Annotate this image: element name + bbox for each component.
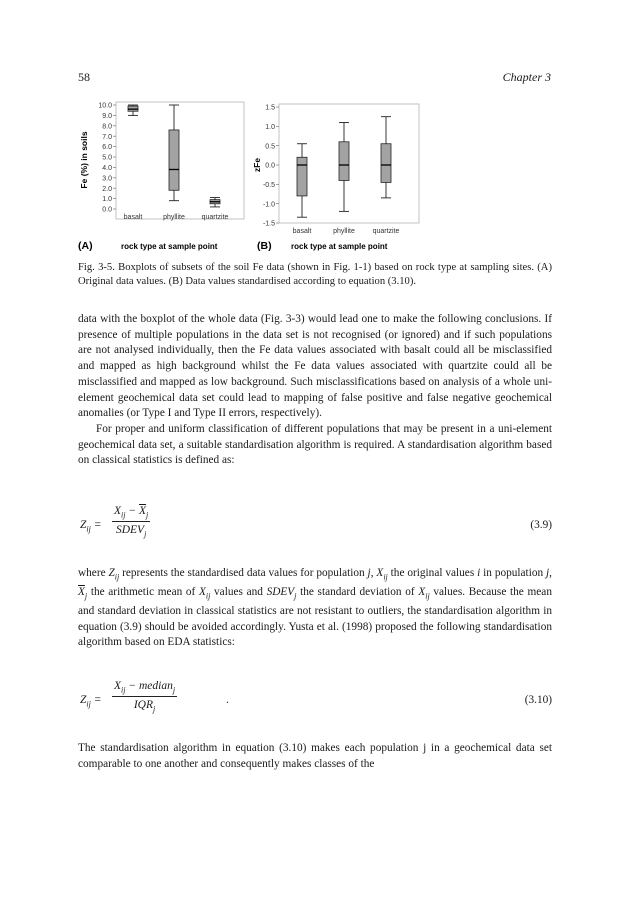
- panel-a-ylabel: Fe (%) in soils: [79, 131, 89, 189]
- a-ytick-label: 10.0: [98, 102, 112, 110]
- equation-number-3-9: (3.9): [530, 519, 552, 531]
- iqr-box: [169, 130, 179, 190]
- b-ytick-label: 0.0: [265, 162, 275, 170]
- panel-b-xlabel: rock type at sample point: [291, 242, 388, 251]
- a-xtick-label: basalt: [123, 214, 143, 221]
- equation-period: .: [226, 694, 229, 706]
- b-ytick-label: -1.5: [262, 220, 275, 228]
- paragraph-3: where $Z_{ij}$ represents the standardised data values for population j, $X_{ij}$ the original values i in population j, $\overline{X}_j$ the arithmetic mean of $X_{ij}$ values and $SDEV_j$ the standard deviation of $X_{ij}$ values. Because the mean and standard deviation in classical statistics are not resistant to outliers, the standardisation algorithm in equation (3.9) should be avoided accordingly. Yusta et al. (1998) proposed the following standardisation algorithm based on EDA statistics:: [78, 567, 552, 649]
- a-xtick-label: quartzite: [201, 214, 229, 221]
- iqr-box: [339, 142, 349, 181]
- chapter-label: Chapter 3: [502, 70, 551, 84]
- a-ytick-label: 9.0: [102, 113, 112, 120]
- a-ytick-label: 6.0: [102, 144, 112, 152]
- paragraph-2: For proper and uniform classification of different populations that may be present in a uni-element geochemical data set, a suitable standardisation algorithm is required. A standardisation algorithm based on classical statistics is defined as:: [78, 422, 552, 467]
- figure-caption: Fig. 3-5. Boxplots of subsets of the soil Fe data (shown in Fig. 1-1) based on rock type at sampling sites. (A) Original data values. (B) Data values standardised according to equation (3.10).: [78, 262, 552, 287]
- panel-a-label: (A): [78, 240, 93, 252]
- b-ytick-label: -0.5: [262, 181, 275, 189]
- page-number: 58: [78, 70, 90, 84]
- panel-b-label: (B): [257, 240, 272, 252]
- boxplot-panel-b: [252, 98, 427, 256]
- panel-a-xlabel: rock type at sample point: [121, 242, 218, 251]
- boxplot-panel-a: [78, 98, 248, 256]
- a-ytick-label: 4.0: [102, 165, 112, 172]
- b-ytick-label: 1.5: [265, 104, 275, 112]
- equation-3-10: $Z_{ij}$ = $X_{ij}$ − median$_j$ $IQR_j$ . (3.10): [80, 680, 552, 714]
- a-ytick-label: 3.0: [102, 175, 112, 183]
- b-ytick-label: -1.0: [262, 201, 275, 209]
- b-ytick-label: 0.5: [265, 143, 275, 151]
- iqr-box: [381, 144, 391, 183]
- a-xtick-label: phyllite: [163, 214, 185, 221]
- b-ytick-label: 1.0: [265, 123, 275, 131]
- b-xtick-label: quartzite: [372, 228, 400, 235]
- body-text-upper: [78, 312, 552, 469]
- paragraph-1: data with the boxplot of the whole data (Fig. 3-3) would lead one to make the following conclusions. If presence of multiple populations in the data set is not recognised (or ignored) and if such populations are not analysed individually, then the Fe data values associated with basalt could all be misclassified and mapped as high background whilst the Fe data values associated with quartzite could all be misclassified and mapped as low background. Such misclassifications based on analysis of a whole uni-element geochemical data set could lead to mapping of false positive and false negative geochemical anomalies (or Type I and Type II errors, respectively).: [78, 313, 552, 420]
- b-xtick-label: phyllite: [333, 228, 355, 235]
- equation-number-3-10: (3.10): [524, 694, 552, 706]
- b-xtick-label: basalt: [292, 228, 312, 235]
- a-ytick-label: 0.0: [102, 206, 112, 214]
- a-ytick-label: 1.0: [102, 196, 112, 204]
- a-ytick-label: 5.0: [102, 154, 112, 162]
- a-ytick-label: 7.0: [102, 133, 112, 141]
- panel-b-ylabel: zFe: [252, 157, 262, 173]
- paragraph-4: The standardisation algorithm in equation (3.10) makes each population j in a geochemical data set comparable to one another and consequently makes classes of the: [78, 742, 552, 770]
- a-ytick-label: 2.0: [102, 185, 112, 193]
- equation-3-9: $Z_{ij}$ = $X_{ij} - \overline{X}_j$ $SDEV_j$ (3.9): [80, 505, 552, 539]
- iqr-box: [297, 157, 307, 196]
- a-ytick-label: 8.0: [102, 123, 112, 131]
